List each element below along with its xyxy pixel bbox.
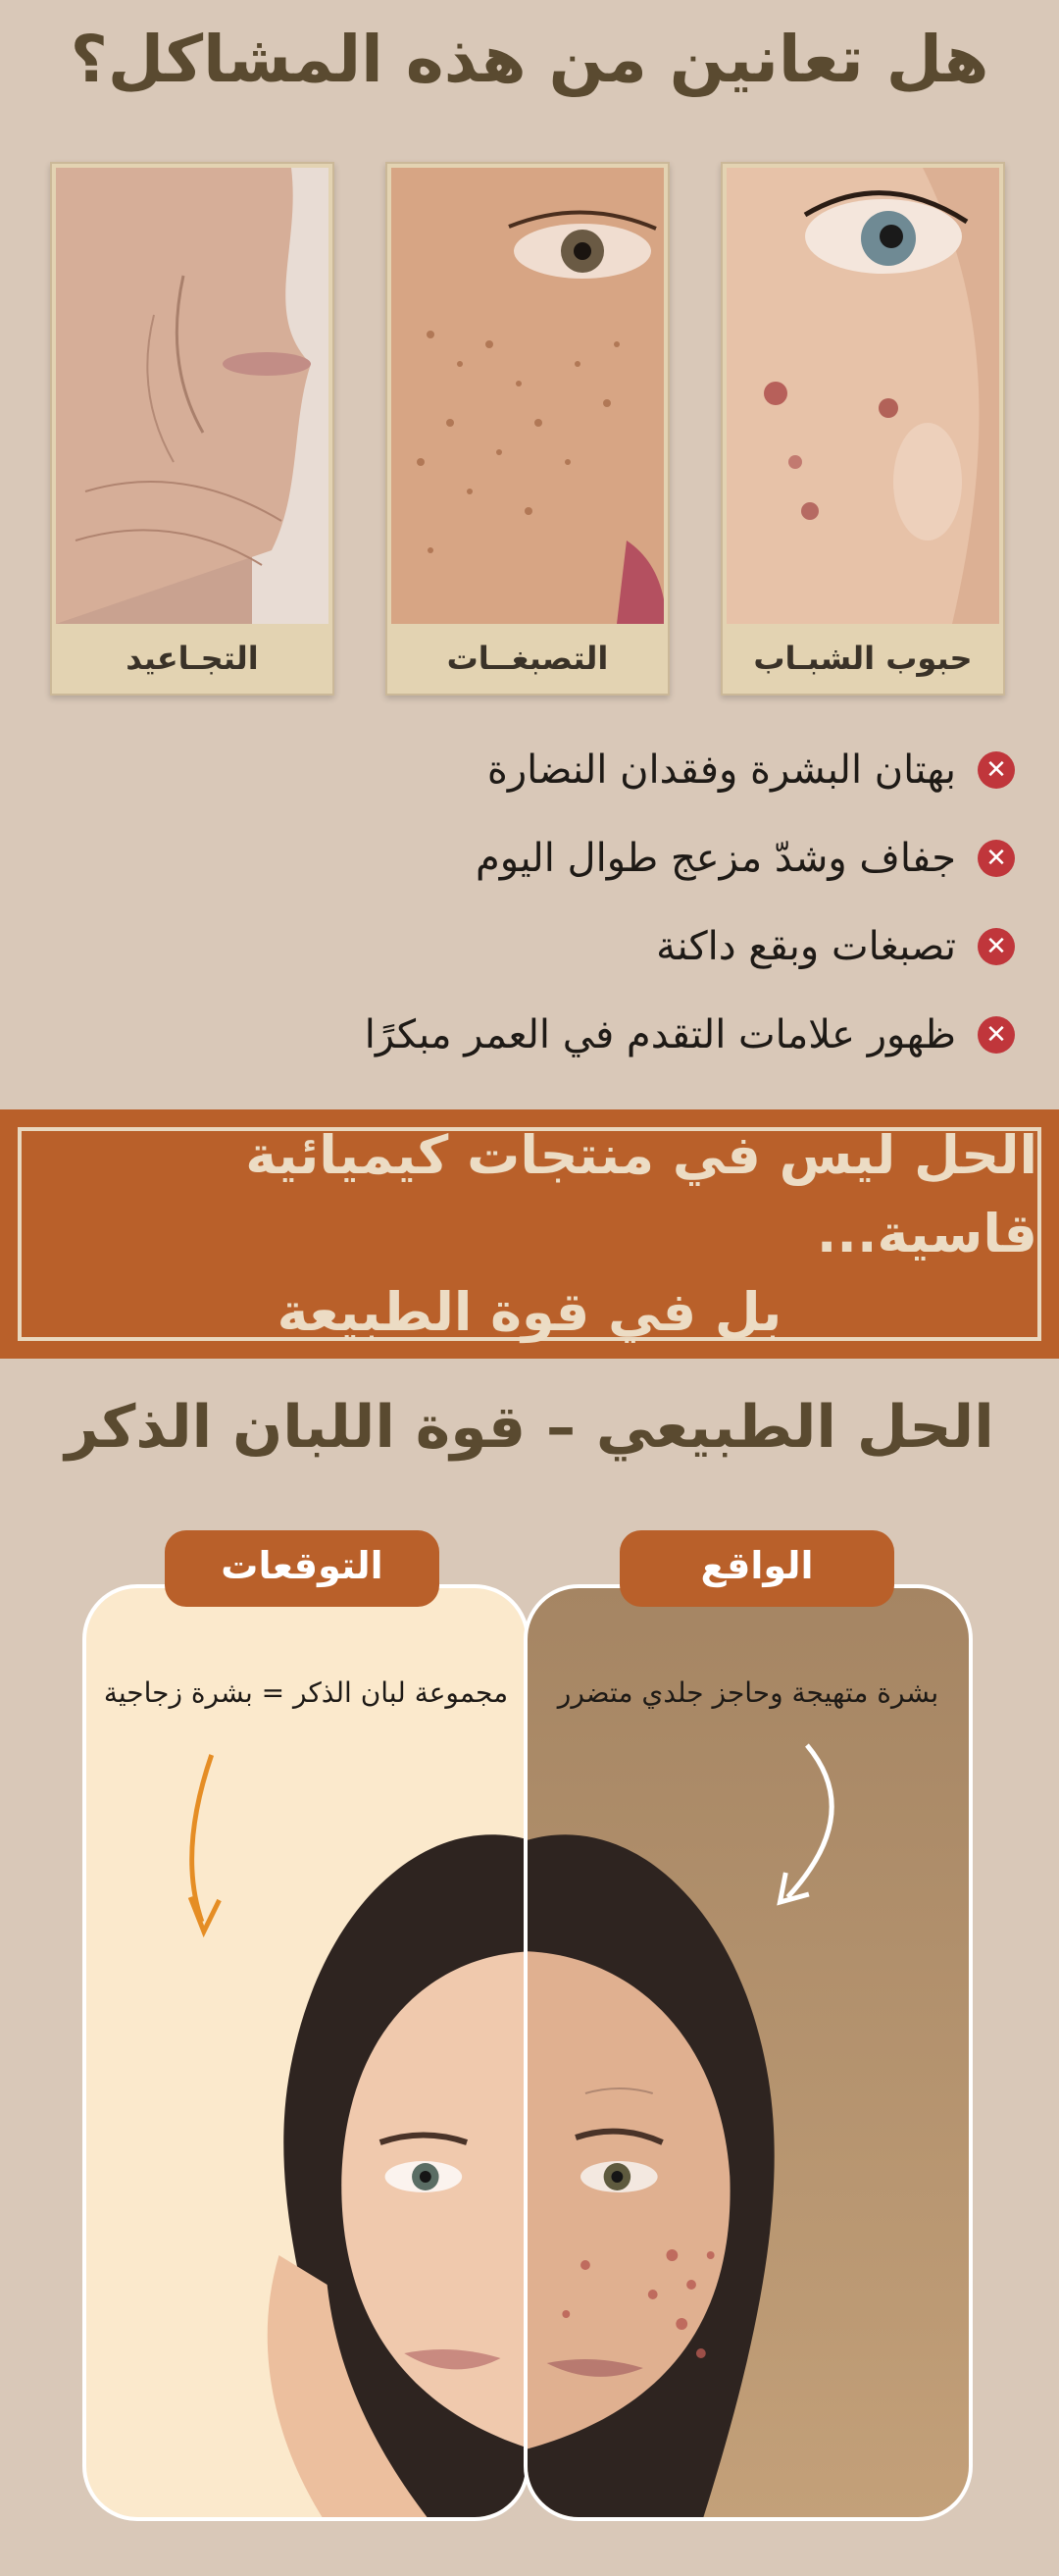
banner-frame: [18, 1124, 1041, 1343]
x-icon: ✕: [978, 751, 1015, 789]
list-item: [74, 814, 1015, 902]
list-item: [74, 726, 1015, 814]
list-item: [74, 991, 1015, 1079]
page-title: هل تعانين من هذه المشاكل؟: [70, 22, 989, 97]
card-caption: التجـاعيد: [126, 640, 259, 677]
problem-text: بهتان البشرة وفقدان النضارة: [486, 747, 956, 793]
problem-text: ظهور علامات التقدم في العمر مبكرًا: [364, 1012, 956, 1057]
card-caption: حبوب الشبـاب: [753, 640, 973, 677]
reality-label: الواقع: [620, 1530, 894, 1607]
wrinkles-card: [50, 162, 334, 696]
clear-skin-face-photo: [86, 1706, 526, 2521]
irritated-skin-face-photo: [528, 1706, 969, 2521]
before-after-comparison: [82, 1530, 977, 2531]
problem-text: جفاف وشدّ مزعج طوال اليوم: [476, 836, 956, 881]
solution-banner: [0, 1109, 1059, 1359]
banner-line-2: بل في قوة الطبيعة: [277, 1281, 782, 1343]
pigmentation-card: [385, 162, 670, 696]
expectation-label: التوقعات: [165, 1530, 439, 1607]
banner-line-1: الحل ليس في منتجات كيميائية قاسية...: [245, 1124, 1037, 1264]
acne-skin-photo: [727, 168, 999, 624]
problem-text: تصبغات وبقع داكنة: [656, 924, 956, 969]
x-icon: ✕: [978, 840, 1015, 877]
x-icon: ✕: [978, 1016, 1015, 1054]
solution-title: الحل الطبيعي – قوة اللبان الذكر: [65, 1393, 994, 1462]
x-icon: ✕: [978, 928, 1015, 965]
list-item: [74, 902, 1015, 991]
card-caption: التصبغــات: [446, 640, 609, 677]
wrinkles-skin-photo: [56, 168, 328, 624]
expectation-description: مجموعة لبان الذكر = بشرة زجاجية: [103, 1676, 509, 1709]
problem-list: [74, 726, 1015, 1079]
reality-panel: [524, 1584, 973, 2521]
pigmentation-skin-photo: [391, 168, 664, 624]
acne-card: [721, 162, 1005, 696]
expectation-panel: [82, 1584, 530, 2521]
problem-photos: [54, 162, 1005, 696]
reality-description: بشرة متهيجة وحاجز جلدي متضرر: [557, 1676, 939, 1709]
